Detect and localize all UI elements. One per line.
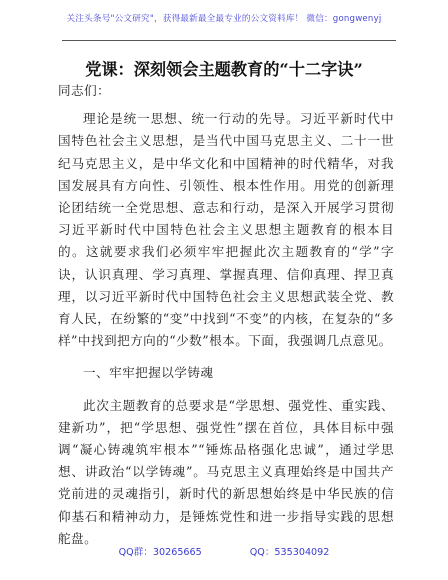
- footer-qq: QQ：535304092: [249, 547, 330, 558]
- salutation: 同志们：: [58, 83, 111, 98]
- paragraph-spacer: [58, 385, 394, 395]
- footer-contact: [0, 544, 448, 558]
- header-divider: [62, 40, 396, 41]
- footer-qq-group: QQ群：30265665: [118, 547, 202, 558]
- paragraph-spacer: [58, 352, 394, 362]
- document-title: 党课：深刻领会主题教育的“十二字诀”: [85, 60, 363, 79]
- header-promo-note: 关注头条号"公文研究"，获得最新最全最专业的公文资料库！ 微信：gongwenyj: [66, 14, 382, 24]
- section-paragraph: 此次主题教育的总要求是“学思想、强党性、重实践、建新功”，把“学思想、强党性”摆在首位，具体目标中强调“凝心铸魂筑牢根本”“锤炼品格强化忠诚”，通过学思想、讲政治“以学铸魂”。马克思主义真理始终是中国共产党前进的灵魂指引，新时代的新思想始终是中华民族的信仰基石和精神动力，是锤炼党性和进一步指导实践的思想舵盘。: [58, 397, 394, 546]
- document-body: [58, 80, 394, 550]
- section-heading: 一、牢牢把握以学铸魂: [83, 365, 214, 381]
- intro-paragraph: 理论是统一思想、统一行动的先导。习近平新时代中国特色社会主义思想，是当代中国马克思主义、二十一世纪马克思主义，是中华文化和中国精神的时代精华，对我国发展具有方向性、引领性、根本性作用。用党的创新理论团结统一全党思想、意志和行动，是深入开展学习贯彻习近平新时代中国特色社会主义思想主题教育的根本目的。这就要求我们必须牢牢把握此次主题教育的“学”字诀，认识真理、学习真理、掌握真理、信仰真理、捍卫真理，以习近平新时代中国特色社会主义思想武装全党、教育人民，在纷繁的“变”中找到“不变”的内核，在复杂的“多样”中找到把方向的“少数”根本。下面，我强调几点意见。: [58, 111, 394, 349]
